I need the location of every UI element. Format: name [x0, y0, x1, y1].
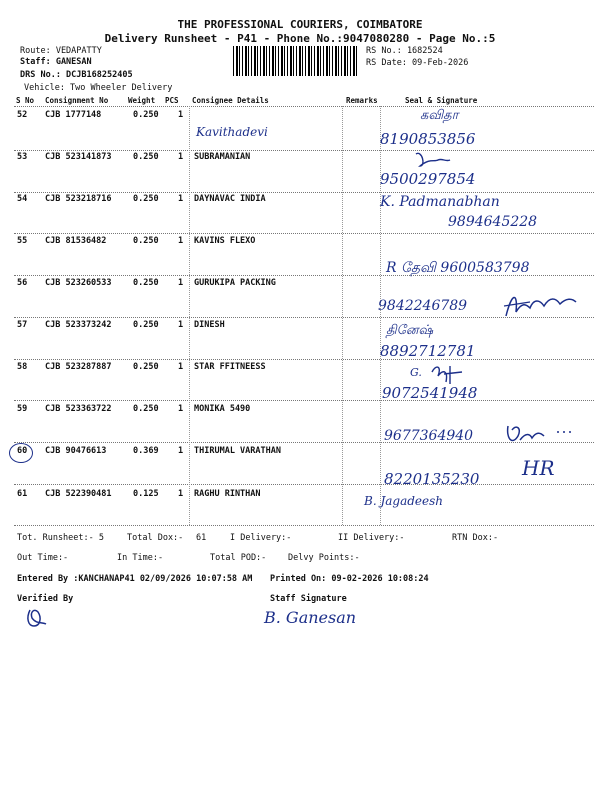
row-consignment: CJB 523363722: [45, 404, 112, 414]
row-pcs: 1: [178, 278, 184, 288]
row-consignment: CJB 523260533: [45, 278, 112, 288]
row-divider: [14, 233, 594, 234]
column-divider: [380, 106, 381, 525]
row-pcs: 1: [178, 110, 184, 120]
out-time: Out Time:-: [17, 553, 69, 563]
row-consignee: STAR FFITNEESS: [194, 362, 266, 372]
row-weight: 0.250: [133, 320, 159, 330]
vehicle: Vehicle: Two Wheeler Delivery: [24, 83, 173, 93]
handwritten-note: R தேவி 9600583798: [386, 260, 530, 276]
row-consignee: DAYNAVAC INDIA: [194, 194, 266, 204]
col-weight: Weight: [128, 96, 156, 105]
col-seal: Seal & Signature: [405, 96, 478, 105]
drs-number: DRS No.: DCJB168252405: [20, 70, 133, 80]
row-divider: [14, 484, 594, 485]
column-divider: [342, 106, 343, 525]
row-weight: 0.250: [133, 194, 159, 204]
verifier-signature: [22, 604, 52, 632]
handwritten-phone: 9072541948: [382, 384, 478, 402]
staff: Staff: GANESAN: [20, 57, 92, 67]
handwritten-phone: 8892712781: [380, 342, 476, 360]
printed-on: Printed On: 09-02-2026 10:08:24: [270, 574, 429, 584]
handwritten-name: தினேஷ்: [386, 323, 434, 338]
delivery-points: Delvy Points:-: [288, 553, 360, 563]
handwritten-phone: 9894645228: [448, 214, 538, 230]
row-consignee: GURUKIPA PACKING: [194, 278, 276, 288]
staff-signature-label: Staff Signature: [270, 594, 347, 604]
row-sno: 59: [17, 404, 28, 414]
row-consignee: RAGHU RINTHAN: [194, 489, 261, 499]
row-consignee: KAVINS FLEXO: [194, 236, 256, 246]
row-consignment: CJB 523218716: [45, 194, 112, 204]
row-pcs: 1: [178, 194, 184, 204]
total-dox-value: 61: [196, 533, 207, 543]
verified-by-label: Verified By: [17, 594, 74, 604]
row-pcs: 1: [178, 404, 184, 414]
row-divider: [14, 525, 594, 526]
row-pcs: 1: [178, 152, 184, 162]
handwritten-phone: 8190853856: [380, 130, 476, 148]
row-sno: 54: [17, 194, 28, 204]
row-sno: 52: [17, 110, 28, 120]
ii-delivery: II Delivery:-: [338, 533, 405, 543]
header-rule: [14, 106, 594, 107]
handwritten-mark: HR: [522, 456, 555, 480]
row-pcs: 1: [178, 320, 184, 330]
row-pcs: 1: [178, 236, 184, 246]
row-weight: 0.250: [133, 110, 159, 120]
row-weight: 0.250: [133, 236, 159, 246]
row-weight: 0.250: [133, 152, 159, 162]
row-pcs: 1: [178, 446, 184, 456]
handwritten-phone: 9677364940: [384, 428, 474, 444]
handwritten-consignee: Kavithadevi: [196, 125, 268, 139]
signature-scribble: [502, 420, 582, 450]
row-consignment: CJB 523287887: [45, 362, 112, 372]
row-consignment: CJB 522390481: [45, 489, 112, 499]
row-consignment: CJB 1777148: [45, 110, 102, 120]
row-sno: 53: [17, 152, 28, 162]
handwritten-phone: 8220135230: [384, 470, 480, 488]
row-weight: 0.369: [133, 446, 159, 456]
row-consignee: THIRUMAL VARATHAN: [194, 446, 281, 456]
handwritten-signature: கவிதா: [420, 108, 459, 123]
row-divider: [14, 150, 594, 151]
handwritten-name: K. Padmanabhan: [380, 194, 500, 210]
col-pcs: PCS: [165, 96, 179, 105]
row-sno: 56: [17, 278, 28, 288]
col-remarks: Remarks: [346, 96, 378, 105]
route: Route: VEDAPATTY: [20, 46, 102, 56]
row-sno: 61: [17, 489, 28, 499]
row-weight: 0.125: [133, 489, 159, 499]
runsheet-subtitle: Delivery Runsheet - P41 - Phone No.:9047080280 - Page No.:5: [104, 32, 496, 45]
column-divider: [189, 106, 190, 525]
signature-scribble: [500, 288, 580, 324]
row-consignee: SUBRAMANIAN: [194, 152, 251, 162]
total-pod: Total POD:-: [210, 553, 267, 563]
col-consignee: Consignee Details: [192, 96, 269, 105]
company-title: THE PROFESSIONAL COURIERS, COIMBATORE: [177, 18, 423, 31]
row-consignment: CJB 523141873: [45, 152, 112, 162]
total-dox: Total Dox:-: [127, 533, 184, 543]
col-sno: S No: [16, 96, 35, 105]
row-consignee: DINESH: [194, 320, 225, 330]
i-delivery: I Delivery:-: [230, 533, 292, 543]
row-weight: 0.250: [133, 278, 159, 288]
row-pcs: 1: [178, 362, 184, 372]
row-consignment: CJB 90476613: [45, 446, 107, 456]
rs-number: RS No.: 1682524: [366, 46, 443, 56]
handwritten-phone: 9500297854: [380, 170, 476, 188]
row-sno: 60: [17, 446, 28, 456]
row-pcs: 1: [178, 489, 184, 499]
handwritten-name: B. Jagadeesh: [364, 494, 444, 508]
row-sno: 57: [17, 320, 28, 330]
row-weight: 0.250: [133, 404, 159, 414]
staff-signature: B. Ganesan: [264, 608, 357, 627]
signature-scribble: [412, 148, 452, 170]
in-time: In Time:-: [117, 553, 164, 563]
row-consignment: CJB 523373242: [45, 320, 112, 330]
total-runsheet: Tot. Runsheet:- 5: [17, 533, 104, 543]
handwritten-initial: G.: [410, 366, 422, 379]
row-consignee: MONIKA 5490: [194, 404, 251, 414]
handwritten-phone: 9842246789: [378, 298, 468, 314]
col-consignment: Consignment No: [45, 96, 109, 105]
signature-scribble: [428, 362, 468, 386]
rs-date: RS Date: 09-Feb-2026: [366, 58, 469, 68]
row-consignment: CJB 81536482: [45, 236, 107, 246]
barcode: [233, 46, 359, 76]
row-divider: [14, 192, 594, 193]
row-sno: 55: [17, 236, 28, 246]
row-weight: 0.250: [133, 362, 159, 372]
row-divider: [14, 359, 594, 360]
rtn-dox: RTN Dox:-: [452, 533, 499, 543]
entered-by: Entered By :KANCHANAP41 02/09/2026 10:07:58 AM: [17, 574, 253, 584]
row-sno: 58: [17, 362, 28, 372]
row-divider: [14, 400, 594, 401]
